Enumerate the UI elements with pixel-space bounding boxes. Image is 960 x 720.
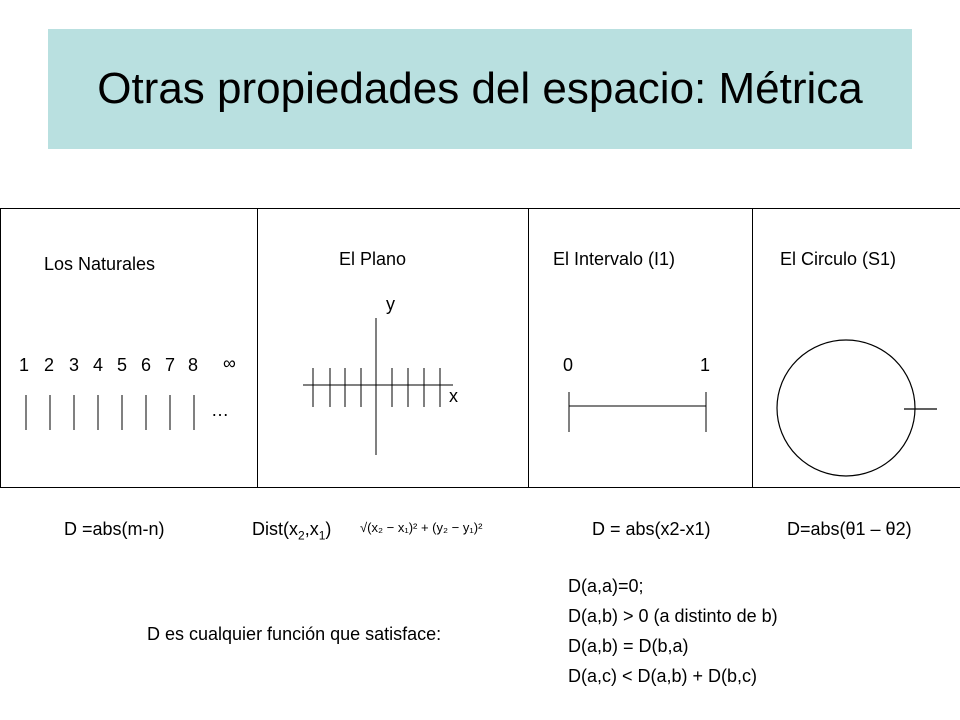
formula-plano-sub2: 1 <box>318 528 326 543</box>
circle-shape <box>777 340 937 476</box>
formula-circulo: D=abs(θ1 – θ2) <box>787 519 912 539</box>
properties-intro: D es cualquier función que satisface: <box>147 624 442 644</box>
natural-number: 1 <box>19 355 30 375</box>
formula-plano <box>252 519 331 543</box>
natural-bars <box>26 395 194 430</box>
ellipsis: … <box>211 400 229 420</box>
interval-end-label: 1 <box>700 355 711 375</box>
interval-start-label: 0 <box>563 355 574 375</box>
interval-segment <box>569 392 706 432</box>
property-line: D(a,b) > 0 (a distinto de b) <box>568 606 778 626</box>
slide-title: Otras propiedades del espacio: Métrica <box>97 64 863 113</box>
axis-label-y: y <box>386 294 395 314</box>
heading-naturales: Los Naturales <box>44 254 156 274</box>
natural-number: 5 <box>117 355 128 375</box>
formula-plano-sqrt: √(x₂ − x₁)² + (y₂ − y₁)² <box>360 520 483 535</box>
formula-intervalo: D = abs(x2-x1) <box>592 519 711 539</box>
axis-label-x: x <box>449 386 458 406</box>
plane-axes <box>303 318 453 455</box>
natural-number: 2 <box>44 355 55 375</box>
natural-number: 8 <box>188 355 199 375</box>
natural-number: 7 <box>165 355 176 375</box>
property-line: D(a,b) = D(b,a) <box>568 636 689 656</box>
formula-plano-suffix: ) <box>325 519 332 539</box>
infinity-symbol: ∞ <box>223 353 236 373</box>
property-line: D(a,c) < D(a,b) + D(b,c) <box>568 666 758 686</box>
formula-plano-prefix: Dist(x <box>252 519 298 539</box>
heading-circulo: El Circulo (S1) <box>780 249 897 269</box>
formula-plano-sub1: 2 <box>298 528 305 543</box>
natural-number: 3 <box>69 355 80 375</box>
natural-number: 6 <box>141 355 152 375</box>
natural-number: 4 <box>93 355 104 375</box>
heading-plano: El Plano <box>339 249 407 269</box>
property-line: D(a,a)=0; <box>568 576 644 596</box>
formula-plano-mid: ,x <box>304 519 319 539</box>
formula-naturales: D =abs(m-n) <box>64 519 165 539</box>
heading-intervalo: El Intervalo (I1) <box>553 249 676 269</box>
